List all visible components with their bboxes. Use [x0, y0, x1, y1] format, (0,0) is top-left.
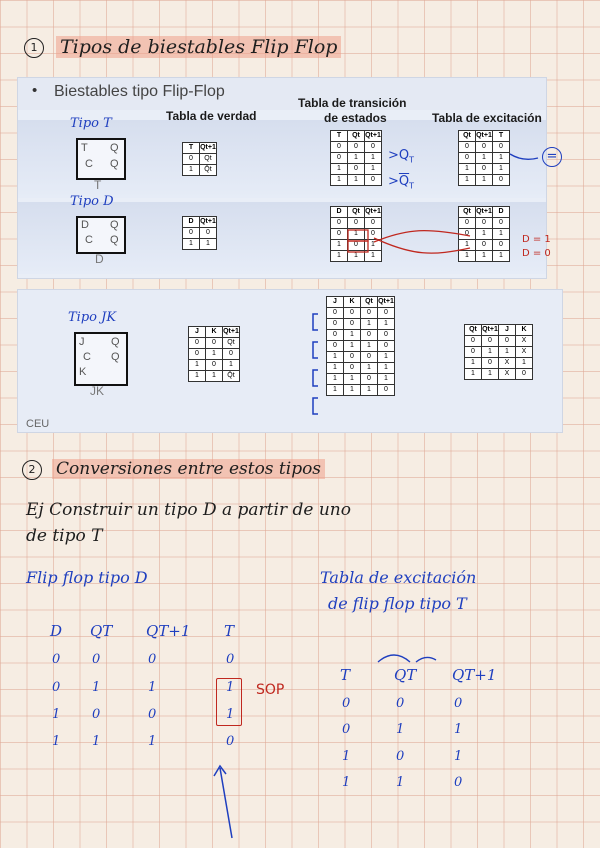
- annot-brackets: [18, 290, 562, 432]
- slide-photo-1: [18, 78, 558, 278]
- table-cell: J: [189, 327, 206, 338]
- table-cell: 0: [465, 347, 482, 358]
- table-cell: 1: [459, 164, 476, 175]
- excitation-t-table: [330, 664, 530, 794]
- table-cell: Qt+1: [476, 131, 493, 142]
- table-cell: 0: [348, 240, 365, 251]
- table-cell: 1: [342, 749, 351, 764]
- table-cell: 0: [331, 153, 348, 164]
- table-cell: 0: [148, 707, 157, 722]
- table-cell: 0: [223, 349, 240, 360]
- table-cell: 1: [344, 385, 361, 396]
- ff-out: Q: [110, 158, 119, 170]
- table-cell: Qt+1: [200, 217, 217, 228]
- table-cell: 1: [493, 153, 510, 164]
- table-cell: 1: [331, 240, 348, 251]
- table-cell: 1: [378, 319, 395, 330]
- table-cell: X: [516, 347, 533, 358]
- table-cell: Qt+1: [223, 327, 240, 338]
- table-cell: 0: [459, 229, 476, 240]
- table-cell: 0: [361, 374, 378, 385]
- table-cell: 0: [482, 358, 499, 369]
- right-title-1: Tabla de excitación: [320, 568, 477, 587]
- table-cell: 0: [52, 652, 61, 667]
- table-cell: 0: [331, 218, 348, 229]
- table-cell: 0: [226, 734, 235, 749]
- table-cell: 1: [365, 164, 382, 175]
- table-cell: 0: [378, 385, 395, 396]
- table-cell: 1: [148, 734, 157, 749]
- ff-out: Q: [110, 142, 119, 154]
- table-cell: 0: [92, 652, 101, 667]
- table-cell: Qt: [465, 325, 482, 336]
- annot-q: Q: [398, 148, 410, 163]
- table-cell: 1: [52, 734, 61, 749]
- table-cell: 0: [183, 154, 200, 165]
- table-cell: Qt: [361, 297, 378, 308]
- table-cell: 1: [361, 319, 378, 330]
- annot-arrows: [18, 78, 546, 278]
- annot-q: $\overline{Q}$: [398, 174, 410, 189]
- table-cell: T: [493, 131, 510, 142]
- table-cell: 0: [365, 175, 382, 186]
- table-cell: 1: [378, 363, 395, 374]
- ceu-logo: CEU: [26, 418, 50, 430]
- table-cell: Qt+1: [365, 207, 382, 218]
- section-number-1: 1: [24, 38, 44, 58]
- table-cell: 0: [482, 336, 499, 347]
- table-cell: 0: [327, 341, 344, 352]
- table-cell: 0: [92, 707, 101, 722]
- table-cell: 1: [465, 358, 482, 369]
- table-cell: 1: [327, 363, 344, 374]
- table-cell: Qt: [459, 207, 476, 218]
- ff-pin: J: [79, 336, 85, 348]
- table-cell: 1: [189, 360, 206, 371]
- table-cell: T: [183, 143, 200, 154]
- table-cell: 1: [361, 385, 378, 396]
- table-cell: 1: [459, 240, 476, 251]
- ff-out: Q: [111, 336, 120, 348]
- table-cell: 1: [327, 352, 344, 363]
- ff-out: Q: [111, 351, 120, 363]
- ff-pin: C: [83, 351, 91, 363]
- table-cell: 1: [499, 347, 516, 358]
- table-cell: 0: [499, 336, 516, 347]
- table-header: QT: [394, 666, 417, 684]
- table-cell: 0: [516, 369, 533, 380]
- table-cell: 0: [342, 696, 351, 711]
- annot-qt-1: $>Q_T$: [388, 148, 415, 165]
- table-cell: 1: [378, 374, 395, 385]
- ff-pin: C: [85, 158, 93, 170]
- table-header: QT: [90, 622, 113, 640]
- ff-out: Q: [110, 219, 119, 231]
- table-cell: 0: [327, 308, 344, 319]
- table-cell: 1: [476, 229, 493, 240]
- slide-photo-2: [18, 290, 562, 432]
- table-cell: 0: [348, 218, 365, 229]
- table-cell: 1: [493, 164, 510, 175]
- arrow-up: [210, 762, 240, 842]
- table-cell: 1: [331, 175, 348, 186]
- table-cell: 0: [476, 142, 493, 153]
- table-cell: 0: [189, 349, 206, 360]
- sop-box: [216, 678, 242, 726]
- annot-sub: T: [409, 155, 415, 165]
- table-cell: 1: [459, 251, 476, 262]
- annot-equal-circle: =: [542, 147, 562, 167]
- table-cell: D: [493, 207, 510, 218]
- col-header-excitation: Tabla de excitación: [432, 111, 542, 125]
- table-cell: K: [344, 297, 361, 308]
- table-cell: 0: [365, 218, 382, 229]
- table-cell: 1: [206, 349, 223, 360]
- table-cell: 0: [331, 229, 348, 240]
- table-cell: 0: [378, 341, 395, 352]
- ff-pin: C: [85, 234, 93, 246]
- table-cell: 0: [189, 338, 206, 349]
- table-cell: 0: [493, 142, 510, 153]
- table-cell: 0: [344, 308, 361, 319]
- table-cell: 1: [92, 680, 101, 695]
- table-cell: 1: [493, 229, 510, 240]
- table-cell: 1: [327, 374, 344, 385]
- table-cell: 1: [200, 239, 217, 250]
- table-cell: 0: [459, 142, 476, 153]
- ff-pin: T: [81, 142, 88, 154]
- slide-bullet: •: [32, 82, 38, 99]
- table-cell: 1: [465, 369, 482, 380]
- col-header-transition-2: de estados: [324, 111, 387, 125]
- table-cell: T: [331, 131, 348, 142]
- table-cell: 1: [183, 239, 200, 250]
- table-cell: 1: [52, 707, 61, 722]
- d-flipflop-name: D: [95, 252, 104, 266]
- table-cell: 0: [459, 218, 476, 229]
- table-cell: 0: [148, 652, 157, 667]
- table-cell: 0: [327, 319, 344, 330]
- tipo-t-label: Tipo T: [70, 116, 112, 131]
- table-cell: 0: [493, 175, 510, 186]
- table-cell: 1: [476, 251, 493, 262]
- table-header: QT+1: [452, 666, 497, 684]
- table-cell: 1: [476, 175, 493, 186]
- table-cell: 1: [344, 330, 361, 341]
- table-cell: 0: [348, 164, 365, 175]
- table-cell: 0: [378, 308, 395, 319]
- table-cell: 1: [183, 165, 200, 176]
- table-cell: Q̄t: [223, 371, 240, 382]
- table-cell: 0: [454, 775, 463, 790]
- curved-arrows: [370, 650, 450, 680]
- table-cell: Qt+1: [378, 297, 395, 308]
- tipo-d-label: Tipo D: [70, 194, 114, 209]
- table-cell: 1: [189, 371, 206, 382]
- table-cell: 0: [396, 696, 405, 711]
- annot-d1: D = 1: [522, 234, 551, 245]
- table-cell: 1: [365, 240, 382, 251]
- table-cell: 0: [206, 360, 223, 371]
- table-cell: 0: [226, 652, 235, 667]
- table-cell: 1: [148, 680, 157, 695]
- example-line-2: de tipo T: [26, 526, 103, 546]
- table-cell: 1: [516, 358, 533, 369]
- table-cell: J: [327, 297, 344, 308]
- table-header: T: [224, 622, 235, 640]
- table-cell: 0: [365, 229, 382, 240]
- table-cell: 1: [348, 251, 365, 262]
- table-cell: Q̄t: [200, 165, 217, 176]
- table-cell: 0: [342, 722, 351, 737]
- table-cell: 0: [331, 142, 348, 153]
- table-cell: K: [206, 327, 223, 338]
- t-flipflop-name: T: [94, 178, 102, 192]
- ff-pin: D: [81, 219, 89, 231]
- table-cell: 1: [206, 371, 223, 382]
- table-cell: 1: [348, 175, 365, 186]
- table-cell: J: [499, 325, 516, 336]
- table-cell: K: [516, 325, 533, 336]
- table-cell: 0: [361, 352, 378, 363]
- table-cell: 0: [348, 142, 365, 153]
- table-cell: 0: [183, 228, 200, 239]
- table-cell: 1: [344, 374, 361, 385]
- ff-pin: K: [79, 366, 87, 378]
- table-cell: 1: [331, 164, 348, 175]
- table-cell: D: [183, 217, 200, 228]
- table-cell: 1: [365, 251, 382, 262]
- table-cell: 0: [459, 153, 476, 164]
- table-cell: 1: [348, 229, 365, 240]
- table-cell: 0: [52, 680, 61, 695]
- table-header: QT+1: [146, 622, 191, 640]
- table-cell: 0: [476, 164, 493, 175]
- table-cell: 1: [331, 251, 348, 262]
- table-cell: 1: [482, 347, 499, 358]
- table-cell: 0: [344, 363, 361, 374]
- annot-qt-2: $>\overline{Q}_T$: [388, 174, 415, 191]
- table-cell: Qt+1: [365, 131, 382, 142]
- table-cell: 1: [226, 707, 235, 722]
- table-cell: Qt: [223, 338, 240, 349]
- table-cell: X: [499, 369, 516, 380]
- table-cell: 1: [348, 153, 365, 164]
- table-cell: Qt+1: [482, 325, 499, 336]
- table-cell: 0: [378, 330, 395, 341]
- table-cell: 1: [342, 775, 351, 790]
- jk-flipflop-name: JK: [90, 384, 105, 398]
- table-cell: 0: [344, 352, 361, 363]
- table-cell: 1: [396, 775, 405, 790]
- table-cell: X: [499, 358, 516, 369]
- table-cell: 0: [396, 749, 405, 764]
- sop-label: SOP: [256, 682, 285, 698]
- annot-sub: T: [409, 181, 415, 191]
- table-cell: 1: [454, 749, 463, 764]
- table-cell: 1: [327, 385, 344, 396]
- table-cell: 0: [344, 319, 361, 330]
- table-cell: 1: [92, 734, 101, 749]
- table-cell: 0: [465, 336, 482, 347]
- table-cell: X: [516, 336, 533, 347]
- table-cell: 0: [361, 308, 378, 319]
- table-cell: 0: [365, 142, 382, 153]
- table-cell: 0: [454, 696, 463, 711]
- tipo-jk-label: Tipo JK: [68, 310, 117, 325]
- table-cell: 1: [378, 352, 395, 363]
- table-cell: 1: [459, 175, 476, 186]
- table-cell: Qt: [348, 207, 365, 218]
- right-title-2: de flip flop tipo T: [328, 594, 467, 613]
- table-cell: 0: [327, 330, 344, 341]
- table-cell: 0: [493, 240, 510, 251]
- table-cell: 1: [454, 722, 463, 737]
- table-cell: D: [331, 207, 348, 218]
- table-header: D: [50, 622, 63, 640]
- table-cell: 1: [361, 363, 378, 374]
- table-cell: Qt: [459, 131, 476, 142]
- section-2-title: Conversiones entre estos tipos: [52, 459, 325, 479]
- section-number-2: 2: [22, 460, 42, 480]
- table-cell: 1: [476, 153, 493, 164]
- table-cell: 0: [200, 228, 217, 239]
- table-cell: 1: [226, 680, 235, 695]
- table-cell: 1: [482, 369, 499, 380]
- col-header-truth: Tabla de verdad: [166, 109, 257, 123]
- table-cell: Qt: [348, 131, 365, 142]
- left-title: Flip flop tipo D: [26, 568, 148, 587]
- example-line-1: Ej Construir un tipo D a partir de uno: [26, 500, 351, 520]
- table-cell: 0: [476, 240, 493, 251]
- table-cell: 1: [493, 251, 510, 262]
- table-cell: 1: [365, 153, 382, 164]
- col-header-transition-1: Tabla de transición: [298, 96, 407, 110]
- table-cell: 0: [493, 218, 510, 229]
- section-1-title: Tipos de biestables Flip Flop: [56, 36, 341, 58]
- table-cell: Qt: [200, 154, 217, 165]
- ff-out: Q: [110, 234, 119, 246]
- table-cell: Qt+1: [476, 207, 493, 218]
- annot-d0: D = 0: [522, 248, 551, 259]
- table-cell: Qt+1: [200, 143, 217, 154]
- table-cell: 1: [223, 360, 240, 371]
- table-header: T: [340, 666, 351, 684]
- table-cell: 0: [206, 338, 223, 349]
- table-cell: 1: [344, 341, 361, 352]
- table-cell: 0: [361, 330, 378, 341]
- table-cell: 1: [396, 722, 405, 737]
- table-cell: 0: [476, 218, 493, 229]
- table-cell: 1: [361, 341, 378, 352]
- slide-heading: Biestables tipo Flip-Flop: [54, 83, 225, 100]
